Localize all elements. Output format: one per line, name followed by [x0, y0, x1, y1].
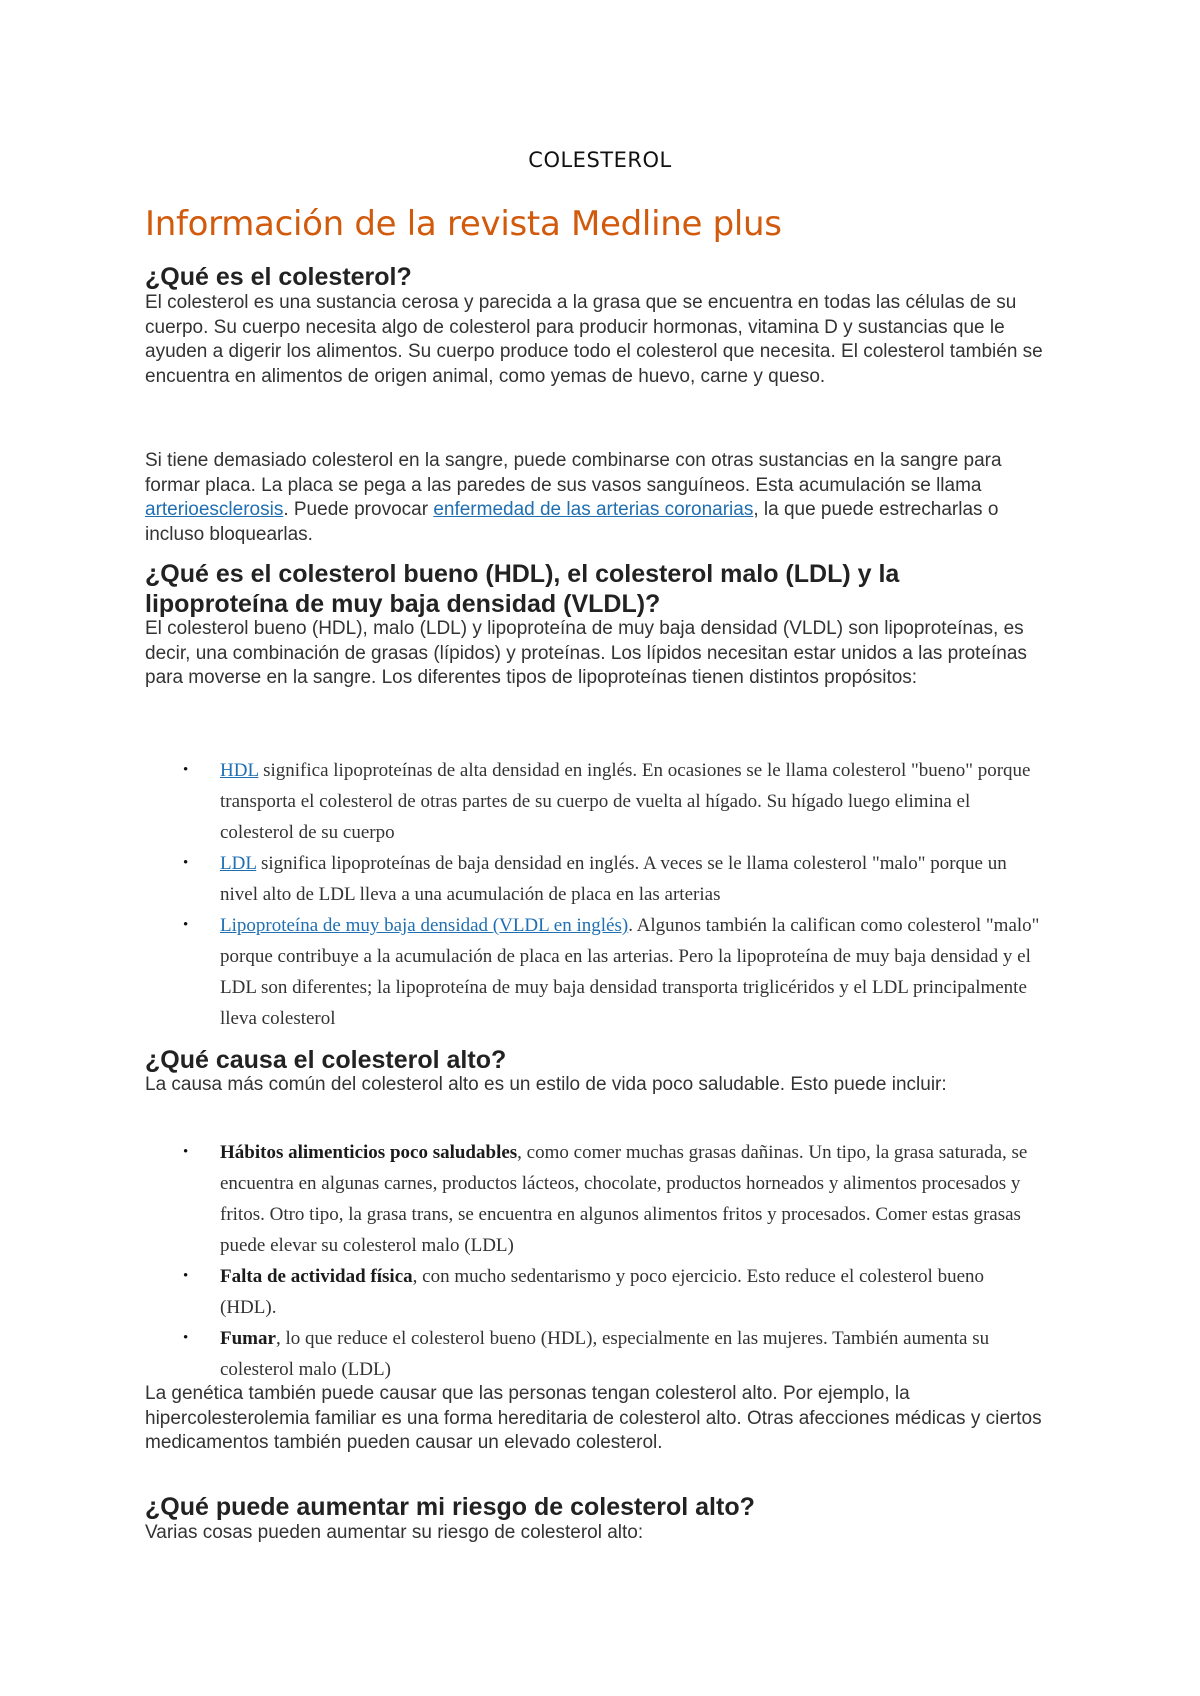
link-vldl[interactable]: Lipoproteína de muy baja densidad (VLDL en inglés)	[220, 915, 629, 936]
link-coronary-artery-disease[interactable]: enfermedad de las arterias coronarias	[433, 499, 754, 520]
bullet-icon: •	[183, 1268, 189, 1284]
link-ldl[interactable]: LDL	[220, 853, 257, 874]
section-heading-what-is-cholesterol: ¿Qué es el colesterol?	[145, 263, 412, 291]
list-item-ldl	[145, 848, 1045, 910]
paragraph-plaque-text-a: Si tiene demasiado colesterol en la sangre, puede combinarse con otras sustancias en la sangre para formar placa. La placa se pega a las paredes de sus vasos sanguíneos. Esta acumulación se llama	[145, 450, 1002, 496]
paragraph-lipoproteins: El colesterol bueno (HDL), malo (LDL) y lipoproteína de muy baja densidad (VLDL) son lipoproteínas, es decir, una combinación de grasas (lípidos) y proteínas. Los lípidos necesitan estar unidos a las proteínas para moverse en la sangre. Los diferentes tipos de lipoproteínas tienen distintos propósitos:	[145, 618, 1027, 688]
lipoprotein-list	[145, 755, 1045, 1034]
list-item-text: , con mucho sedentarismo y poco ejercicio. Esto reduce el colesterol bueno (HDL).	[220, 1266, 985, 1318]
paragraph-causes-intro: La causa más común del colesterol alto es un estilo de vida poco saludable. Esto puede incluir:	[145, 1074, 947, 1095]
list-item-text: , lo que reduce el colesterol bueno (HDL), especialmente en las mujeres. También aumenta su colesterol malo (LDL)	[220, 1328, 990, 1380]
list-item-inactivity	[145, 1261, 1045, 1323]
list-item-bold-label: Hábitos alimenticios poco saludables	[220, 1142, 518, 1163]
list-item-text: , como comer muchas grasas dañinas. Un tipo, la grasa saturada, se encuentra en algunas carnes, productos lácteos, chocolate, productos horneados y alimentos procesados y fritos. Otro tipo, la grasa trans, se encuentra en algunos alimentos fritos y procesados. Comer estas grasas puede elevar su colesterol malo (LDL)	[220, 1142, 1028, 1256]
list-item-hdl	[145, 755, 1045, 848]
section-heading-causes: ¿Qué causa el colesterol alto?	[145, 1046, 507, 1074]
bullet-icon: •	[183, 855, 189, 871]
paragraph-plaque	[145, 449, 1055, 547]
link-hdl[interactable]: HDL	[220, 760, 259, 781]
list-item-bold-label: Falta de actividad física	[220, 1266, 413, 1287]
link-arteriosclerosis[interactable]: arterioesclerosis	[145, 499, 284, 520]
list-item-text: significa lipoproteínas de alta densidad en inglés. En ocasiones se le llama colesterol "bueno" porque transporta el colesterol de otras partes de su cuerpo de vuelta al hígado. Su hígado luego elimina el colesterol de su cuerpo	[220, 760, 1031, 843]
causes-list	[145, 1137, 1045, 1385]
list-item-vldl	[145, 910, 1045, 1034]
list-item-text: . Algunos también la califican como colesterol "malo" porque contribuye a la acumulación de placa en las arterias. Pero la lipoproteína de muy baja densidad y el LDL son diferentes; la lipoproteína de muy baja densidad transporta triglicéridos y el LDL principalmente lleva colesterol	[220, 915, 1040, 1029]
paragraph-plaque-text-b: . Puede provocar	[283, 499, 434, 520]
section-heading-hdl-ldl-vldl: ¿Qué es el colesterol bueno (HDL), el colesterol malo (LDL) y la lipoproteína de muy baja densidad (VLDL)?	[145, 560, 900, 618]
section-heading-risk: ¿Qué puede aumentar mi riesgo de colesterol alto?	[145, 1493, 755, 1521]
bullet-icon: •	[183, 917, 189, 933]
bullet-icon: •	[183, 762, 189, 778]
list-item-smoking	[145, 1323, 1045, 1385]
paragraph-what-is-cholesterol: El colesterol es una sustancia cerosa y parecida a la grasa que se encuentra en todas las células de su cuerpo. Su cuerpo necesita algo de colesterol para producir hormonas, vitamina D y sustancias que le ayuden a digerir los alimentos. Su cuerpo produce todo el colesterol que necesita. El colesterol también se encuentra en alimentos de origen animal, como yemas de huevo, carne y queso.	[145, 292, 1043, 387]
list-item-diet	[145, 1137, 1045, 1261]
paragraph-risk-intro: Varias cosas pueden aumentar su riesgo de colesterol alto:	[145, 1522, 644, 1543]
document-title: COLESTEROL	[528, 148, 672, 172]
list-item-bold-label: Fumar	[220, 1328, 276, 1349]
paragraph-genetics: La genética también puede causar que las personas tengan colesterol alto. Por ejemplo, la hipercolesterolemia familiar es una forma hereditaria de colesterol alto. Otras afecciones médicas y ciertos medicamentos también pueden causar un elevado colesterol.	[145, 1383, 1042, 1453]
main-heading: Información de la revista Medline plus	[145, 204, 782, 244]
list-item-text: significa lipoproteínas de baja densidad en inglés. A veces se le llama colesterol "malo" porque un nivel alto de LDL lleva a una acumulación de placa en las arterias	[220, 853, 1007, 905]
paragraph-plaque-text-c: , la que puede estrecharlas o incluso bloquearlas.	[145, 499, 999, 545]
bullet-icon: •	[183, 1330, 189, 1346]
bullet-icon: •	[183, 1144, 189, 1160]
